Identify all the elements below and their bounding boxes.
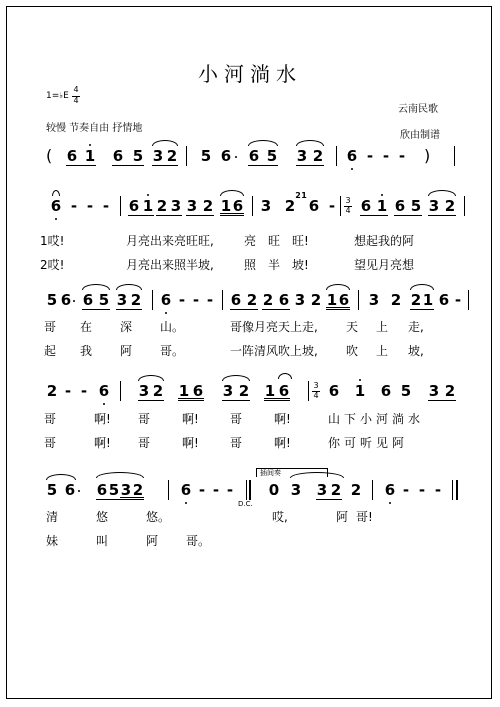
aug-dot	[235, 156, 237, 158]
lyric: 吹	[346, 344, 359, 358]
underline-2	[220, 213, 244, 214]
note: 2	[156, 197, 168, 215]
lyric: 山下小河淌水	[328, 412, 425, 426]
underline	[178, 400, 204, 401]
lyric: 想起我的阿	[354, 234, 415, 248]
lyric: 哥。	[186, 534, 211, 548]
lyric-row-3	[40, 318, 470, 334]
slur	[138, 375, 164, 381]
underline	[156, 215, 182, 216]
repeat-barline	[246, 480, 251, 500]
note: 3	[296, 147, 308, 165]
high-dot	[147, 194, 149, 196]
underline	[96, 499, 144, 500]
lyric: 我	[80, 344, 93, 358]
barline	[454, 146, 455, 166]
note: 2	[238, 382, 250, 400]
fermata	[278, 373, 292, 379]
note: 6	[278, 382, 290, 400]
lyric: 啊!	[94, 436, 111, 450]
note: 6	[380, 382, 392, 400]
underline	[326, 309, 350, 310]
note: 5	[132, 147, 144, 165]
note: 2	[284, 197, 296, 215]
note: 3	[316, 481, 328, 499]
note: 1	[220, 197, 232, 215]
slur	[222, 375, 250, 381]
lyric: 哥	[44, 320, 57, 334]
note: 2	[130, 291, 142, 309]
fermata	[52, 190, 60, 196]
note: 3	[152, 147, 164, 165]
note: 6	[64, 481, 76, 499]
note: -	[178, 291, 186, 309]
underline	[152, 165, 178, 166]
lyric: 深	[120, 320, 133, 334]
note: 3	[222, 382, 234, 400]
note: 3	[138, 382, 150, 400]
low-dot	[55, 218, 57, 220]
lyric: 哎,	[272, 510, 288, 524]
note: 6	[346, 147, 358, 165]
underline	[116, 309, 142, 310]
note: -	[198, 481, 206, 499]
slur	[152, 140, 178, 146]
lyric: 走,	[408, 320, 424, 334]
note: 6	[82, 291, 94, 309]
underline-2	[264, 398, 290, 399]
note: 6	[338, 291, 350, 309]
lyric: 叫	[96, 534, 109, 548]
barline	[358, 290, 359, 310]
lyric: 上	[376, 320, 389, 334]
underline	[410, 309, 434, 310]
underline-2	[178, 398, 204, 399]
note: 6	[394, 197, 406, 215]
lyric-row-4	[40, 342, 470, 358]
note: 2	[310, 291, 322, 309]
lyric: 起	[44, 344, 57, 358]
note: 5	[400, 382, 412, 400]
lyric: 月亮出来照半坡,	[126, 258, 214, 272]
note: 2	[152, 382, 164, 400]
lyric: 天	[346, 320, 359, 334]
tempo-marking: 较慢 节奏自由 抒情地	[46, 123, 143, 134]
note: 0	[268, 481, 280, 499]
staff-line-5	[40, 469, 470, 508]
lyric: 在	[80, 320, 93, 334]
lyric: 阿	[146, 534, 159, 548]
underline	[112, 165, 144, 166]
close-paren: )	[424, 146, 431, 165]
note: 6	[248, 147, 260, 165]
note: 1	[422, 291, 434, 309]
note: 3	[170, 197, 182, 215]
note: 6	[128, 197, 140, 215]
note: 3	[294, 291, 306, 309]
note: 6	[384, 481, 396, 499]
lyric: 哥!	[356, 510, 373, 524]
key-prefix: 1=	[46, 91, 60, 101]
underline	[360, 215, 388, 216]
beat-unit: 4	[73, 96, 79, 105]
underline	[222, 400, 250, 401]
lyric-row-5	[40, 410, 470, 426]
note: 6	[60, 291, 72, 309]
underline	[428, 400, 456, 401]
slur	[290, 472, 344, 478]
barline	[168, 480, 169, 500]
slur	[220, 190, 244, 196]
note: -	[80, 382, 88, 400]
note: 1	[142, 197, 154, 215]
barline	[152, 290, 153, 310]
interlude-label: 插间奏	[260, 469, 281, 477]
high-dot	[381, 194, 383, 196]
meter-top: 3	[313, 381, 319, 390]
lyric: 哥	[230, 436, 243, 450]
note: -	[206, 291, 214, 309]
note: 2	[312, 147, 324, 165]
note: 3	[290, 481, 302, 499]
note: 1	[84, 147, 96, 165]
lyric: 哥	[44, 436, 57, 450]
note: 6	[112, 147, 124, 165]
underline	[296, 165, 324, 166]
lyric: 妹	[46, 534, 59, 548]
underline	[220, 215, 244, 216]
lyric: 上	[376, 344, 389, 358]
lyric: 悠。	[146, 510, 171, 524]
lyric-row-1	[40, 232, 470, 248]
note: 5	[266, 147, 278, 165]
low-dot	[185, 502, 187, 504]
note: -	[402, 481, 410, 499]
note: -	[398, 147, 406, 165]
underline-2	[326, 307, 350, 308]
note: -	[366, 147, 374, 165]
meter-top: 3	[345, 196, 351, 205]
note: 2	[132, 481, 144, 499]
barline	[120, 381, 121, 401]
lyric: 阿	[120, 344, 133, 358]
note: -	[192, 291, 200, 309]
note: 1	[264, 382, 276, 400]
note: 2	[444, 382, 456, 400]
underline	[428, 215, 456, 216]
lyric: 半	[268, 258, 281, 272]
barline	[308, 381, 309, 401]
slur	[428, 190, 456, 196]
barline	[452, 480, 453, 500]
underline	[66, 165, 96, 166]
note: -	[434, 481, 442, 499]
lyric-row-8	[40, 532, 470, 548]
lyric: 2哎!	[40, 258, 65, 272]
song-title: 小河淌水	[198, 62, 302, 86]
note: 6	[360, 197, 372, 215]
note: 2	[166, 147, 178, 165]
barline	[252, 196, 253, 216]
note: 6	[96, 481, 108, 499]
lyric: 啊!	[274, 412, 291, 426]
lyric: 坡!	[292, 258, 309, 272]
note: 3	[428, 382, 440, 400]
lyric: 啊!	[94, 412, 111, 426]
note: 6	[66, 147, 78, 165]
low-dot	[389, 502, 391, 504]
lyric: 清	[46, 510, 59, 524]
note: 5	[410, 197, 422, 215]
underline	[230, 309, 258, 310]
lyric: 月亮出来亮旺旺,	[126, 234, 214, 248]
slur	[410, 284, 434, 290]
staff-line-1	[40, 146, 470, 166]
slur	[116, 284, 142, 290]
lyric-row-7	[40, 508, 470, 524]
lyric: 哥	[230, 412, 243, 426]
lyric: 一阵清风吹上坡,	[230, 344, 318, 358]
key-letter: E	[63, 91, 69, 101]
note: 2	[262, 291, 274, 309]
note: 1	[376, 197, 388, 215]
origin-label: 云南民歌	[398, 104, 438, 115]
key-signature	[46, 91, 69, 101]
grace-note: 2	[295, 191, 301, 200]
flat-sign: ♭	[59, 91, 64, 100]
lyric: 旺	[268, 234, 281, 248]
barline	[120, 196, 121, 216]
lyric: 望见月亮想	[354, 258, 415, 272]
slur	[248, 140, 278, 146]
note: 2	[390, 291, 402, 309]
beats-number: 4	[73, 85, 79, 94]
arranger-label: 欣由制谱	[400, 130, 440, 141]
note: -	[418, 481, 426, 499]
underline	[248, 165, 278, 166]
barline	[372, 480, 373, 500]
lyric-row-2	[40, 256, 470, 272]
aug-dot	[78, 490, 80, 492]
lyric: 哥。	[160, 344, 185, 358]
low-dot	[351, 168, 353, 170]
lyric: 山。	[160, 320, 185, 334]
note: 1	[354, 382, 366, 400]
note: 2	[444, 197, 456, 215]
note: -	[102, 197, 110, 215]
note: -	[70, 197, 78, 215]
note: 5	[46, 291, 58, 309]
note: 5	[98, 291, 110, 309]
lyric: 坡,	[408, 344, 424, 358]
low-dot	[103, 403, 105, 405]
note: -	[454, 291, 462, 309]
aug-dot	[73, 300, 75, 302]
underline	[316, 499, 342, 500]
underline	[264, 400, 290, 401]
slur	[326, 284, 350, 290]
note: 6	[180, 481, 192, 499]
note: 6	[220, 147, 232, 165]
barline	[340, 196, 341, 216]
lyric: 哥	[138, 412, 151, 426]
note: -	[86, 197, 94, 215]
slur	[296, 140, 324, 146]
note: -	[382, 147, 390, 165]
note: 6	[278, 291, 290, 309]
barline	[464, 196, 465, 216]
note: -	[212, 481, 220, 499]
lyric: 哥	[44, 412, 57, 426]
underline	[128, 215, 154, 216]
note: 6	[308, 197, 320, 215]
note: 2	[246, 291, 258, 309]
dc-marker: D.C.	[238, 500, 253, 508]
note: 6	[438, 291, 450, 309]
note: 6	[192, 382, 204, 400]
note: 6	[328, 382, 340, 400]
staff-line-2	[40, 191, 470, 216]
note: 3	[368, 291, 380, 309]
note: 6	[50, 197, 62, 215]
end-barline	[456, 480, 458, 500]
note: 3	[186, 197, 198, 215]
underline	[394, 215, 422, 216]
note: -	[226, 481, 234, 499]
lyric: 旺!	[292, 234, 309, 248]
lyric: 哥	[138, 436, 151, 450]
note: 2	[350, 481, 362, 499]
underline	[138, 400, 164, 401]
lyric: 阿	[336, 510, 349, 524]
note: 1	[326, 291, 338, 309]
note: -	[328, 197, 336, 215]
note: -	[64, 382, 72, 400]
lyric: 亮	[244, 234, 257, 248]
slur	[82, 284, 110, 290]
note: 5	[46, 481, 58, 499]
lyric: 啊!	[182, 412, 199, 426]
note: 3	[260, 197, 272, 215]
lyric: 啊!	[182, 436, 199, 450]
underline	[186, 215, 214, 216]
lyric: 1哎!	[40, 234, 65, 248]
high-dot	[89, 144, 91, 146]
grace-note: 1	[301, 191, 307, 200]
note: 3	[428, 197, 440, 215]
lyric: 哥像月亮天上走,	[230, 320, 318, 334]
note: 2	[46, 382, 58, 400]
high-dot	[359, 379, 361, 381]
staff-line-3	[40, 290, 470, 310]
barline	[336, 146, 337, 166]
note: 6	[232, 197, 244, 215]
barline	[186, 146, 187, 166]
lyric-row-6	[40, 434, 470, 450]
underline-2	[120, 497, 144, 498]
lyric: 悠	[96, 510, 109, 524]
note: 5	[108, 481, 120, 499]
lyric: 你可听见阿	[328, 436, 409, 450]
barline	[468, 290, 469, 310]
meter-bottom: 4	[313, 391, 319, 400]
underline	[262, 309, 290, 310]
note: 6	[98, 382, 110, 400]
note: 3	[120, 481, 132, 499]
note: 6	[230, 291, 242, 309]
note: 2	[202, 197, 214, 215]
note: 2	[410, 291, 422, 309]
staff-line-4	[40, 381, 470, 401]
open-paren: (	[46, 146, 53, 165]
barline	[222, 290, 223, 310]
lyric: 照	[244, 258, 257, 272]
note: 1	[178, 382, 190, 400]
note: 6	[160, 291, 172, 309]
note: 5	[200, 147, 212, 165]
underline	[82, 309, 110, 310]
low-dot	[165, 312, 167, 314]
lyric: 啊!	[274, 436, 291, 450]
meter-bottom: 4	[345, 206, 351, 215]
slur	[96, 472, 144, 478]
note: 2	[330, 481, 342, 499]
slur	[46, 474, 76, 480]
note: 3	[116, 291, 128, 309]
